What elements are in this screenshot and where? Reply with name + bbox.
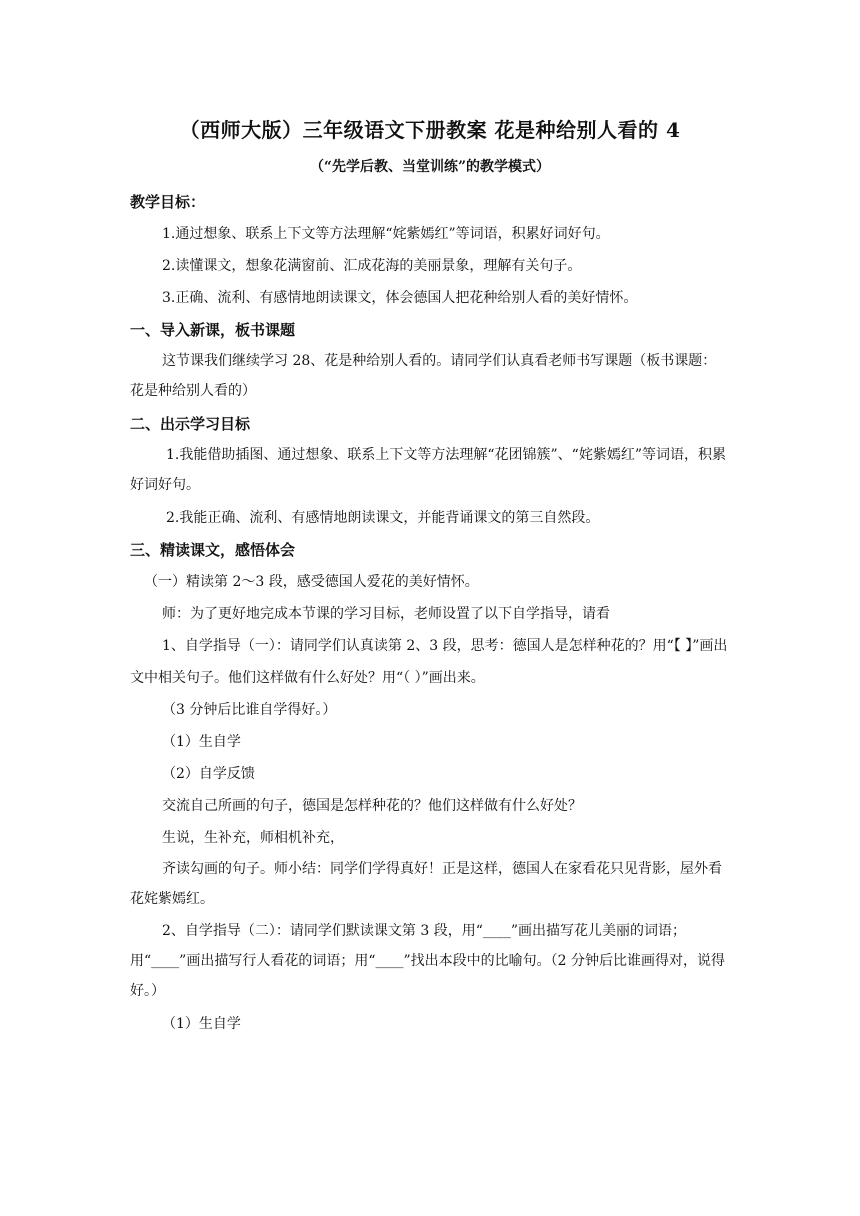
paragraph: （1）生自学 [162,734,241,750]
paragraph: 生说，生补充，师相机补充， [162,830,344,846]
paragraph: （3 分钟后比谁自学得好。） [162,702,337,718]
paragraph: 2.我能正确、流利、有感情地朗读课文，并能背诵课文的第三自然段。 [166,510,600,526]
paragraph: 1、自学指导（一）：请同学们认真读第 2、3 段，思考：德国人是怎样种花的？用“【 】”画出文中相关句子。他们这样做有什么好处？用“（ ）”画出来。 [130,638,728,686]
section-heading: 三、精读课文，感悟体会 [130,541,296,559]
paragraph: 交流自己所画的句子，德国是怎样种花的？他们这样做有什么好处？ [162,798,582,814]
section-heading: 一、导入新课，板书课题 [130,321,296,339]
paragraph: （1）生自学 [162,1016,241,1032]
document-title: （西师大版）三年级语文下册教案 花是种给别人看的 4 [179,118,681,142]
paragraph: 这节课我们继续学习 28、花是种给别人看的。请同学们认真看老师书写课题（板书课题：花是种给别人看的） [130,353,717,399]
section-heading: 教学目标： [130,193,206,211]
document-body [130,186,730,1040]
paragraph: 2.读懂课文，想象花满窗前、汇成花海的美丽景象，理解有关句子。 [162,258,582,274]
paragraph: （2）自学反馈 [162,766,255,782]
paragraph: 师：为了更好地完成本节课的学习目标，老师设置了以下自学指导，请看 [162,606,610,622]
paragraph: 1.通过想象、联系上下文等方法理解“姹紫嫣红”等词语，积累好词好句。 [162,226,610,242]
paragraph: （一）精读第 2～3 段，感受德国人爱花的美好情怀。 [144,574,479,590]
paragraph: 2、自学指导（二）：请同学们默读课文第 3 段，用“____”画出描写花儿美丽的词语；用“____”画出描写行人看花的词语；用“____”找出本段中的比喻句。（2 分钟后比谁画得对，说得好。） [130,923,725,999]
document-subtitle: （“先学后教、当堂训练”的教学模式） [309,159,551,175]
paragraph: 1.我能借助插图、通过想象、联系上下文等方法理解“花团锦簇”、“姹紫嫣红”等词语，积累好词好句。 [130,447,726,493]
section-heading: 二、出示学习目标 [130,415,251,433]
paragraph: 3.正确、流利、有感情地朗读课文，体会德国人把花种给别人看的美好情怀。 [162,290,638,306]
paragraph: 齐读勾画的句子。师小结：同学们学得真好！正是这样，德国人在家看花只见背影，屋外看花姹紫嫣红。 [130,861,722,907]
